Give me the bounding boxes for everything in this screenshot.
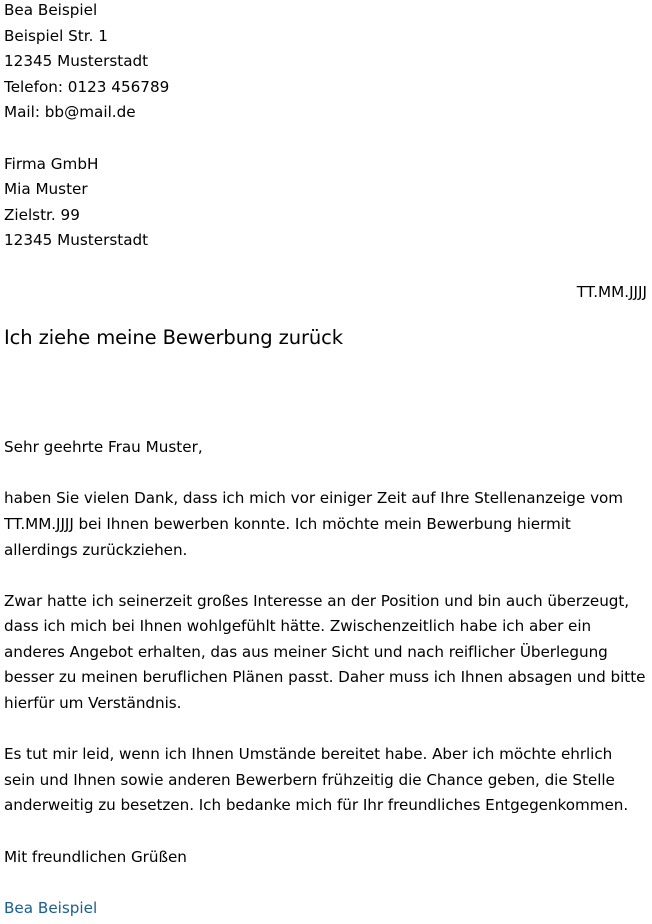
- letter-subject: Ich ziehe meine Bewerbung zurück: [4, 326, 343, 350]
- sender-street: Beispiel Str. 1: [4, 26, 108, 45]
- spacer: [4, 126, 647, 152]
- recipient-street: Zielstr. 99: [4, 205, 80, 224]
- recipient-company: Firma GmbH: [4, 154, 99, 173]
- letter-page: [4, 0, 647, 921]
- sender-address-block: [4, 0, 647, 126]
- recipient-person: Mia Muster: [4, 180, 88, 199]
- body-paragraph-1: haben Sie vielen Dank, dass ich mich vor einiger Zeit auf Ihre Stellenanzeige vom TT.MM.JJJJ bei Ihnen bewerben konnte. Ich möchte mein Bewerbung hiermit allerdings zurückziehen.: [4, 489, 624, 559]
- letter-date: TT.MM.JJJJ: [576, 282, 647, 301]
- letter-closing: Mit freundlichen Grüßen: [4, 847, 187, 866]
- sender-city: 12345 Musterstadt: [4, 52, 149, 71]
- sender-mail: Mail: bb@mail.de: [4, 103, 136, 122]
- spacer: [4, 254, 647, 280]
- recipient-city: 12345 Musterstadt: [4, 231, 149, 250]
- body-paragraph-3: Es tut mir leid, wenn ich Ihnen Umstände bereitet habe. Aber ich möchte ehrlich sein und Ihnen sowie anderen Bewerbern frühzeitig die Chance geben, die Stelle anderweitig zu besetzen. Ich bedanke mich für Ihr freundliches Entgegenkommen.: [4, 745, 629, 815]
- sender-phone: Telefon: 0123 456789: [4, 77, 170, 96]
- recipient-address-block: [4, 152, 647, 254]
- body-paragraph-2: Zwar hatte ich seinerzeit großes Interesse an der Position und bin auch überzeugt, dass ich mich bei Ihnen wohlgefühlt hätte. Zwischenzeitlich habe ich aber ein anderes Angebot erhalten, das aus meiner Sicht und nach reiflicher Überlegung besser zu meinen beruflichen Plänen passt. Daher muss ich Ihnen absagen und bitte hierfür um Verständnis.: [4, 591, 646, 713]
- letter-salutation: Sehr geehrte Frau Muster,: [4, 438, 203, 457]
- sender-name: Bea Beispiel: [4, 1, 98, 19]
- signature-name: Bea Beispiel: [4, 898, 98, 917]
